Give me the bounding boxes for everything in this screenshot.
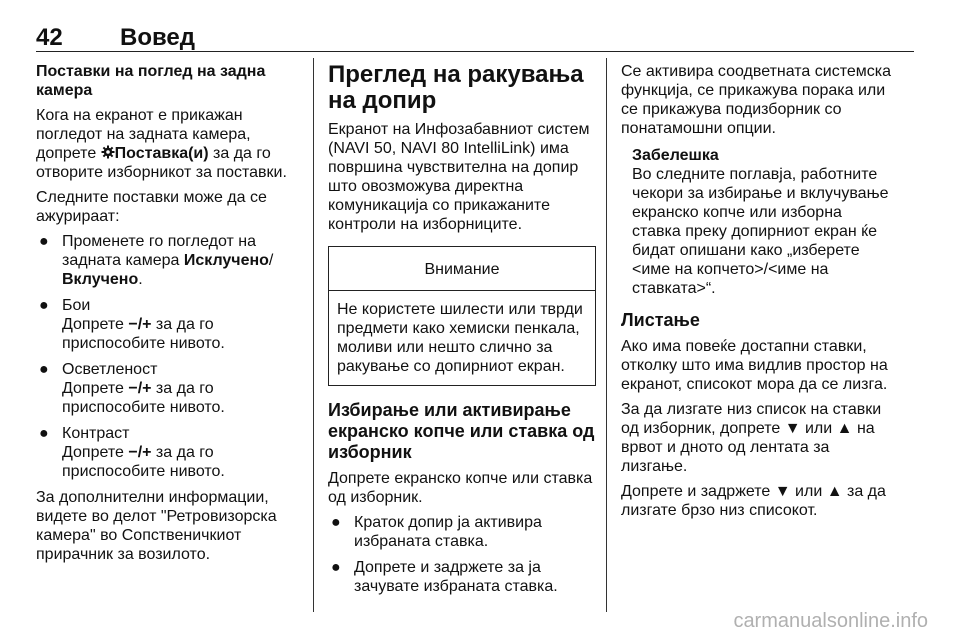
text-run: за да го приспособите нивото. — [62, 444, 225, 480]
list-item — [36, 424, 306, 481]
header-divider — [36, 51, 914, 52]
touch-screen-intro: Екранот на Инфозабавниот систем (NAVI 50, NAVI 80 IntelliLink) има површина чувствителна на допир што овозможува директна комуникација со прикажаните контроли на изборниците. — [328, 121, 590, 233]
column-2 — [328, 62, 596, 603]
text-run: за да го отворите изборникот за поставки. — [36, 145, 287, 181]
settings-list — [36, 232, 306, 481]
watermark: carmanualsonline.info — [733, 610, 928, 632]
select-activate-heading: Избирање или активирање екранско копче или ставка од изборник — [328, 400, 595, 462]
text-run: / — [268, 252, 274, 269]
bullet: ● — [39, 233, 49, 250]
function-activated-text: Се активира соодветната системска функција, се прикажува порака или се прикажува подизборник со понатамошни опции. — [621, 63, 892, 137]
text-run: Допрете и задржете за ја зачувате избраната ставка. — [354, 559, 558, 595]
column-divider-1 — [313, 58, 314, 612]
bullet: ● — [331, 514, 341, 531]
text-run: за да го приспособите нивото. — [62, 380, 225, 416]
bullet: ● — [39, 361, 49, 378]
scrolling-heading: Листање — [621, 310, 700, 330]
on-term: Вклучено — [62, 271, 139, 288]
bullet: ● — [39, 425, 49, 442]
column-1 — [36, 62, 306, 570]
rear-camera-settings-heading: Поставки на поглед на задна камера — [36, 63, 266, 99]
gear-icon — [101, 145, 115, 162]
warning-box — [328, 246, 596, 386]
list-item — [328, 513, 596, 551]
list-item — [328, 558, 596, 596]
column-3 — [621, 62, 893, 526]
text-run: или — [800, 420, 837, 437]
contrast-label: Контраст — [62, 425, 130, 442]
settings-term: Поставка(и) — [114, 145, 209, 162]
text-run: Допрете — [62, 380, 129, 397]
arrow-down-icon: ▼ — [784, 420, 801, 437]
more-info-text: За дополнителни информации, видете во делот "Ретровизорска камера" во Сопственичкиот прирачник за возилото. — [36, 489, 277, 563]
text-run: За да лизгате низ список на ставки од изборник, допрете — [621, 401, 882, 437]
text-run: Променете го погледот на задната камера — [62, 233, 257, 269]
text-run: Краток допир ја активира избраната ставка. — [354, 514, 542, 550]
text-run: Кога на екранот е прикажан погледот на задната камера, допрете — [36, 107, 251, 162]
scroll-instruction — [621, 400, 893, 476]
list-item — [36, 360, 306, 417]
arrow-down-icon: ▼ — [774, 483, 791, 500]
page-number: 42 — [36, 24, 63, 51]
text-run: Допрете и задржете — [621, 483, 775, 500]
rear-camera-intro — [36, 106, 306, 182]
updatable-settings-text: Следните поставки може да се ажурираат: — [36, 189, 267, 225]
arrow-up-icon: ▲ — [826, 483, 843, 500]
brightness-label: Осветленост — [62, 361, 158, 378]
note-block — [621, 146, 893, 298]
list-item — [36, 232, 306, 289]
warning-title: Внимание — [329, 247, 595, 291]
text-run: на врвот и дното од лентата за лизгање. — [621, 420, 875, 475]
minus-plus-icon: −/+ — [128, 380, 152, 397]
bullet: ● — [39, 297, 49, 314]
fast-scroll-instruction — [621, 482, 893, 520]
off-term: Исклучено — [183, 252, 269, 269]
note-title: Забелешка — [632, 147, 719, 164]
warning-text: Не користете шилести или тврди предмети како хемиски пенкала, моливи или нешто слично за ракување со допирниот екран. — [337, 301, 583, 375]
minus-plus-icon: −/+ — [128, 444, 152, 461]
list-item — [36, 296, 306, 353]
touch-controls-heading: Преглед на ракувања на допир — [328, 61, 584, 114]
column-divider-2 — [606, 58, 607, 612]
text-run: за да лизгате брзо низ списокот. — [621, 483, 886, 519]
text-run: Допрете — [62, 316, 129, 333]
touch-actions-list — [328, 513, 596, 596]
note-text: Во следните поглавја, работните чекори за избирање и вклучување екранско копче или изборна ставка преку допирниот екран ќе бидат опишани како „изберете <име на копчето>/<име на ставката>“. — [632, 166, 889, 297]
colours-label: Бои — [62, 297, 91, 314]
select-instruction: Допрете екранско копче или ставка од изборник. — [328, 470, 593, 506]
bullet: ● — [331, 559, 341, 576]
text-run: или — [790, 483, 827, 500]
scrolling-intro: Ако има повеќе достапни ставки, отколку што има видлив простор на екранот, списокот мора да се лизга. — [621, 338, 888, 393]
chapter-title: Вовед — [120, 24, 196, 51]
text-run: Допрете — [62, 444, 129, 461]
text-run: за да го приспособите нивото. — [62, 316, 225, 352]
arrow-up-icon: ▲ — [836, 420, 853, 437]
text-run: . — [138, 271, 143, 288]
page-header — [36, 24, 914, 52]
minus-plus-icon: −/+ — [128, 316, 152, 333]
